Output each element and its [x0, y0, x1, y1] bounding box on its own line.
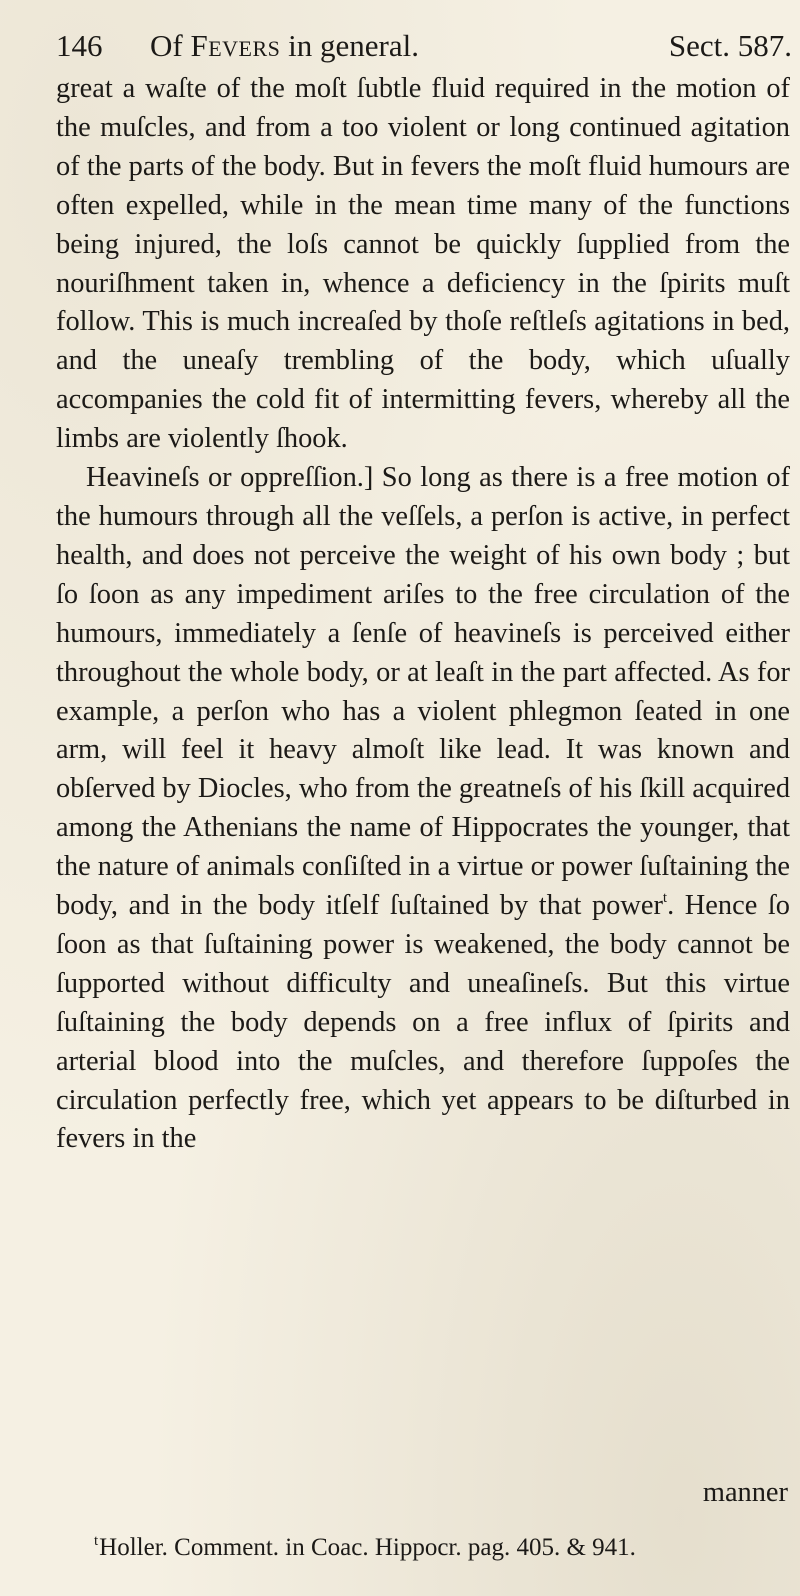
- footnote: [94, 1524, 636, 1565]
- running-title-caps: Fevers: [190, 28, 281, 63]
- page-header: [56, 22, 792, 70]
- paragraph-continued: great a waſte of the moſt ſubtle fluid required in the motion of the muſcles, and from a too violent or long continued agitation of the parts of the body. But in fevers the moſt fluid humours are often expelled, while in the mean time many of the functions being injured, the loſs cannot be quickly ſupplied from the nouriſhment taken in, whence a deficiency in the ſpirits muſt follow. This is much increaſed by thoſe reſtleſs agitations in bed, and the uneaſy trembling of the body, which uſually accompanies the cold fit of intermitting fevers, whereby all the limbs are violently ſhook.: [56, 73, 790, 455]
- catchword: manner: [702, 1477, 788, 1508]
- page-number: 146: [56, 28, 103, 63]
- footnote-reference: t: [662, 890, 668, 907]
- paragraph-heaviness: [56, 459, 790, 1159]
- running-title-prefix: Of: [150, 28, 191, 63]
- running-title-suffix: in general.: [280, 28, 419, 63]
- body-text: [56, 70, 790, 1159]
- footnote-mark: t: [94, 1533, 99, 1549]
- footnote-text: Holler. Comment. in Coac. Hippocr. pag. 405. & 941.: [99, 1534, 636, 1561]
- running-title: [150, 22, 419, 70]
- paragraph-heaviness-main: Heavineſs or oppreſſion.] So long as there is a free motion of the humours through all the veſſels, a perſon is active, in perfect health, and does not perceive the weight of his own body ; but ſo ſoon as any impediment ariſes to the free circulation of the humours, immediately a ſenſe of heavineſs is perceived either throughout the whole body, or at leaſt in the part affected. As for example, a perſon who has a violent phlegmon ſeated in one arm, will feel it heavy almoſt like lead. It was known and obſerved by Diocles, who from the greatneſs of his ſkill acquired among the Athenians the name of Hippocrates the younger, that the nature of animals conſiſted in a virtue or power ſuſtaining the body, and in the body itſelf ſuſtained by that power: [56, 462, 791, 922]
- paragraph-heaviness-rest: . Hence ſo ſoon as that ſuſtaining power is weakened, the body cannot be ſupported without difficulty and uneaſineſs. But this virtue ſuſtaining the body depends on a free influx of ſpirits and arterial blood into the muſcles, and therefore ſuppoſes the circulation perfectly free, which yet appears to be diſturbed in fevers in the: [56, 890, 790, 1155]
- section-reference: Sect. 587.: [668, 28, 792, 63]
